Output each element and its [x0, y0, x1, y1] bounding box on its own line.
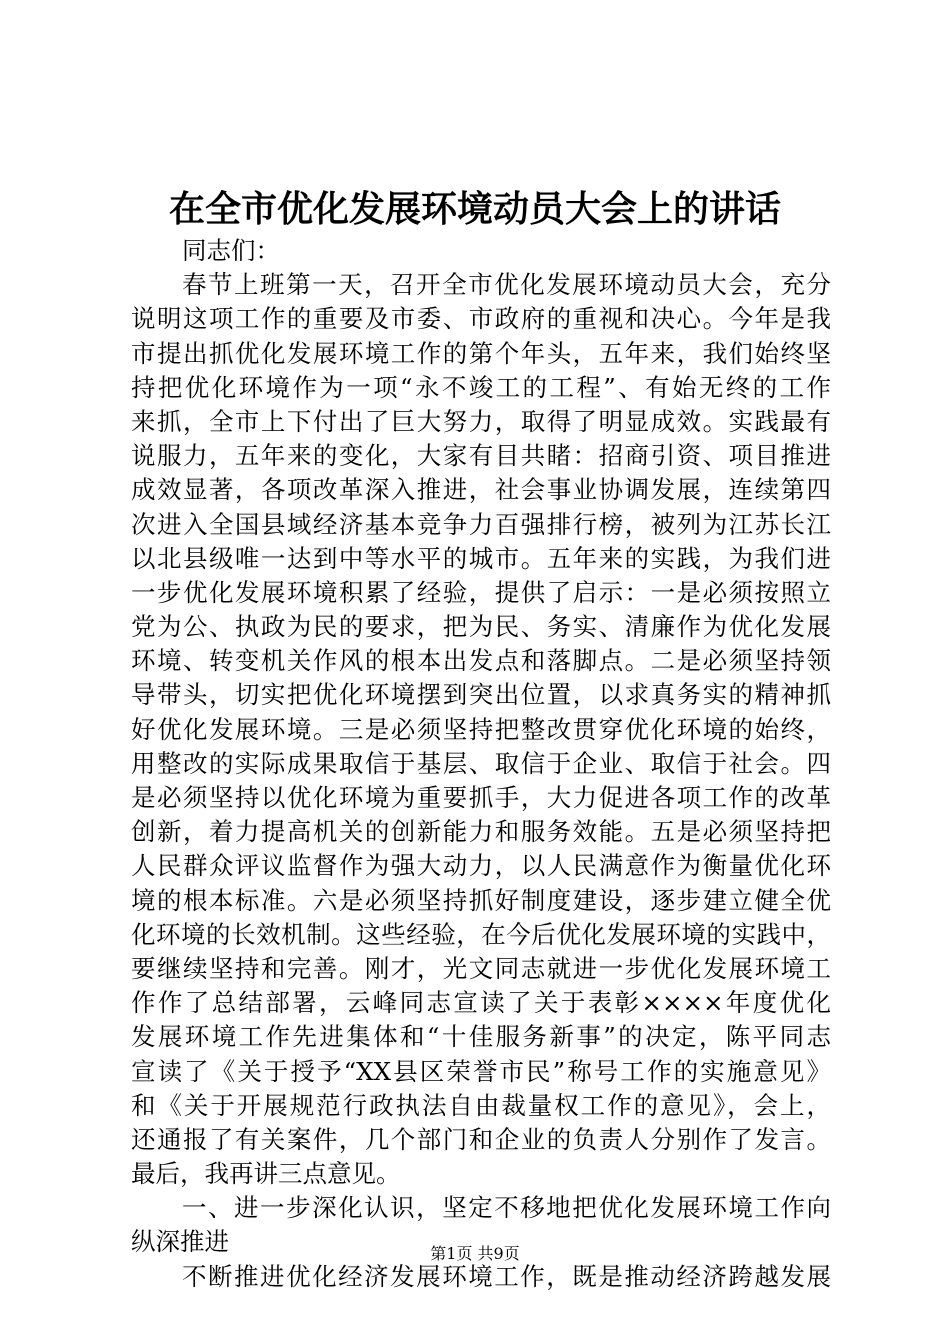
text-line: 宣读了《关于授予“XX县区荣誉市民”称号工作的实施意见》: [131, 1056, 831, 1086]
text-line: 最后，我再讲三点意见。: [131, 1159, 401, 1189]
text-line: 和《关于开展规范行政执法自由裁量权工作的意见》，会上，: [131, 1090, 831, 1120]
text-line: 要继续坚持和完善。刚才，光文同志就进一步优化发展环境工: [131, 953, 831, 983]
text-line: 说明这项工作的重要及市委、市政府的重视和决心。今年是我: [131, 304, 831, 334]
text-line: 春节上班第一天，召开全市优化发展环境动员大会，充分: [182, 270, 831, 300]
text-line: 党为公、执政为民的要求，把为民、务实、清廉作为优化发展: [131, 612, 831, 642]
text-line: 是必须坚持以优化环境为重要抓手，大力促进各项工作的改革: [131, 783, 831, 812]
text-line: 境的根本标准。六是必须坚持抓好制度建设，逐步建立健全优: [131, 885, 831, 915]
text-line: 一步优化发展环境积累了经验，提供了启示：一是必须按照立: [131, 577, 831, 607]
text-line: 成效显著，各项改革深入推进，社会事业协调发展，连续第四: [131, 475, 831, 505]
text-line: 创新，着力提高机关的创新能力和服务效能。五是必须坚持把: [131, 817, 831, 847]
text-line: 导带头，切实把优化环境摆到突出位置，以求真务实的精神抓: [131, 680, 831, 710]
page-footer: 第1页 共9页: [430, 1244, 520, 1263]
text-line: 次进入全国县域经济基本竞争力百强排行榜，被列为江苏长江: [131, 509, 831, 539]
text-line: 以北县级唯一达到中等水平的城市。五年来的实践，为我们进: [131, 543, 831, 573]
body-text: [131, 234, 831, 1294]
text-line: 持把优化环境作为一项“永不竣工的工程”、有始无终的工作: [131, 372, 831, 402]
text-line: 人民群众评议监督作为强大动力，以人民满意作为衡量优化环: [131, 851, 831, 881]
text-line: 作作了总结部署，云峰同志宣读了关于表彰××××年度优化: [131, 988, 831, 1018]
text-line: 发展环境工作先进集体和“十佳服务新事”的决定，陈平同志: [131, 1022, 831, 1052]
text-line: 说服力，五年来的变化，大家有目共睹：招商引资、项目推进: [131, 441, 831, 471]
section-heading: 一、进一步深化认识，坚定不移地把优化发展环境工作向: [182, 1193, 831, 1223]
text-line: 环境、转变机关作风的根本出发点和落脚点。二是必须坚持领: [131, 646, 831, 676]
text-line: 化环境的长效机制。这些经验，在今后优化发展环境的实践中，: [131, 919, 831, 949]
section-heading-continued: 纵深推进: [131, 1227, 229, 1257]
salutation: 同志们：: [182, 236, 280, 265]
text-line: 还通报了有关案件，几个部门和企业的负责人分别作了发言。: [131, 1124, 831, 1154]
page-title: 在全市优化发展环境动员大会上的讲话: [168, 188, 781, 230]
text-line: 好优化发展环境。三是必须坚持把整改贯穿优化环境的始终，: [131, 714, 831, 744]
text-line: 来抓，全市上下付出了巨大努力，取得了明显成效。实践最有: [131, 406, 831, 436]
text-line: 用整改的实际成果取信于基层、取信于企业、取信于社会。四: [131, 748, 831, 778]
text-line: 市提出抓优化发展环境工作的第个年头，五年来，我们始终坚: [131, 338, 831, 368]
text-line: 不断推进优化经济发展环境工作，既是推动经济跨越发展: [182, 1261, 831, 1291]
